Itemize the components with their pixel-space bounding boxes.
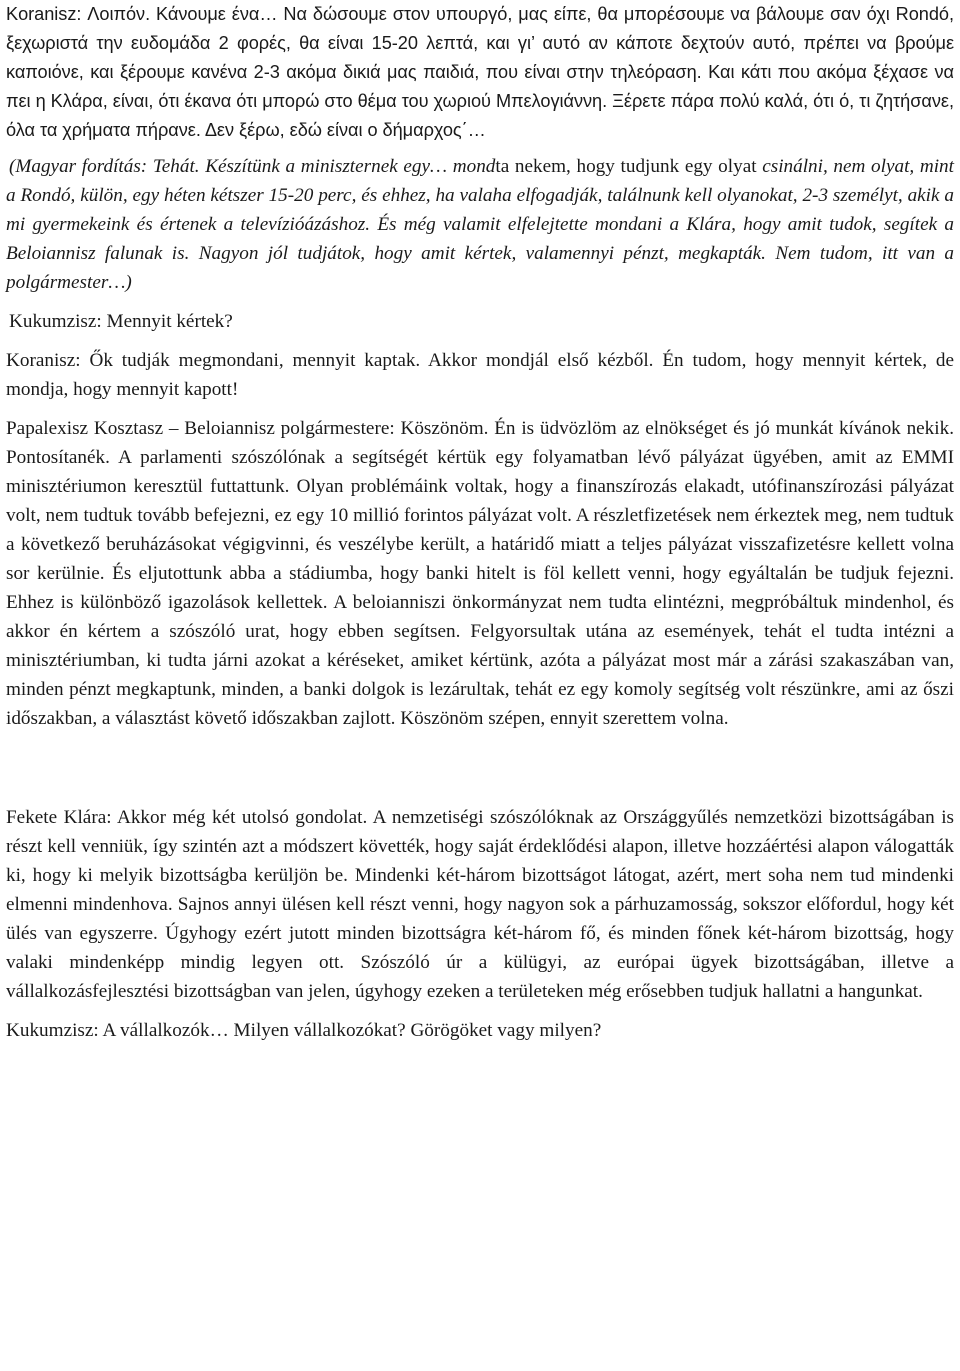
spacer <box>6 404 954 414</box>
fekete-klara-statement-paragraph: Fekete Klára: Akkor még két utolsó gondolat. A nemzetiségi szószólóknak az Országgyűlés nemzetközi bizottságában is részt kell venniük, így szintén azt a módszert követték, hogy saját érdeklődési alapon, illetve hozzáértési alapon válogatták ki, hogy ki melyik bizottságba kerüljön be. Mindenki két-három bizottságot látogat, azért, mert soha nem tud mindenki elmenni mindenhova. Sajnos annyi ülésen kell részt venni, hogy nagyon sok a párhuzamosság, sokszor előfordul, hogy két ülés van egyszerre. Úgyhogy ezért jutott minden bizottságra két-három fő, és minden főnek két-három bizottság, hogy valaki mindenképp mindig legyen ott. Szószóló úr a külügyi, az európai ügyek bizottságában, illetve a vállalkozásfejlesztési bizottságban van jelen, úgyhogy ezeken a területeken még erősebben tudjuk hallatni a hangunkat. <box>6 807 954 1002</box>
spacer <box>6 297 954 307</box>
spacer <box>6 336 954 346</box>
kukumzisz-question-2: Kukumzisz: A vállalkozók… Milyen vállalkozókat? Görögöket vagy milyen? <box>6 1020 602 1041</box>
papalexisz-statement-paragraph: Papalexisz Kosztasz – Beloiannisz polgármestere: Köszönöm. Én is üdvözlöm az elnökséget és jó munkát kívánok nekik. Pontosítanék. A parlamenti szószólónak a segítségét kértük egy folyamatban lévő pályázat ügyében, amit az EMMI minisztériumon keresztül futtattunk. Olyan problémáink voltak, hogy a finanszírozás elakadt, utófinanszírozási pályázat volt, nem tudtuk tovább befejezni, ez egy 10 millió forintos pályázat volt. A részletfizetések nem érkeztek meg, nem tudtuk a következő beruházásokat végigvinni, és veszélybe került, a határidő miatt a teljes pályázat visszafizetésre kellett volna sor kerülnie. És eljutottunk abba a stádiumba, hogy banki hitelt is föl kellett venni, hogy egyáltalán be tudjuk fejezni. Ehhez is különböző igazolások kellettek. A beloianniszi önkormányzat nem tudta elintézni, megpróbáltuk mindenhol, és akkor én kértem a szószóló urat, hogy ebben segítsen. Felgyorsultak utána az események, tehát el tudta intézni a minisztériumban, ki tudta járni azokat a kéréseket, amiket kértünk, azóta a pályázat most már a zárási szakaszában van, minden pénzt megkaptunk, minden, a banki dolgok is lezárultak, tehát ez egy komoly segítség volt részünkre, ami az őszi időszakban, a választást követő időszakban zajlott. Köszönöm szépen, ennyit szerettem volna. <box>6 418 954 729</box>
hungarian-translation-paragraph <box>6 152 954 297</box>
greek-transcript-paragraph: Koranisz: Λοιπόν. Κάνουμε ένα… Να δώσουμε στον υπουργό, μας είπε, θα μπορέσουμε να βάλουμε σαν όχι Rondó, ξεχωριστά την ευδομάδα 2 φορές, θα είναι 15-20 λεπτά, και γι’ αυτό αν κάποτε δεχτούν αυτό, πρέπει να βρούμε καποιόνε, και ξέρουμε κανένα 2-3 ακόμα δικιά μας παιδιά, που είναι στην τηλεόραση. Και κάτι που ακόμα ξέχασε να πει η Κλάρα, είναι, ότι έκανα ότι μπορώ στο θέμα του χωριού Μπελογιάννη. Ξέρετε πάρα πολύ καλά, ότι ό, τι ζητήσανε, όλα τα χρήματα πήρανε. Δεν ξέρω, εδώ είναι ο δήμαρχος΄… <box>6 4 954 140</box>
kukumzisz-question-1: Kukumzisz: Mennyit kértek? <box>9 311 233 332</box>
translation-italic-start: (Magyar fordítás: Tehát. Készítünk a miniszternek egy… mond <box>9 156 496 177</box>
spacer <box>6 145 954 152</box>
translation-upright-part: ta nekem, hogy tudjunk egy olyat <box>495 156 757 177</box>
koranisz-reply-paragraph: Koranisz: Ők tudják megmondani, mennyit kaptak. Akkor mondjál első kézből. Én tudom, hogy mennyit kértek, de mondja, hogy mennyit kapott! <box>6 350 954 400</box>
spacer <box>6 733 954 803</box>
translation-italic-rest: csinálni, nem olyat, mint a Rondó, külön, egy héten kétszer 15-20 perc, és ehhez, ha valaha elfogadják, találnunk kell olyanokat, 2-3 személyt, akik a mi gyermekeink és értenek a televízióázáshoz. És még valamit elfelejtette mondani a Klára, hogy amit tudok, segítek a Beloiannisz falunak is. Nagyon jól tudjátok, hogy amit kértek, valamennyi pénzt, megkapták. Nem tudom, itt van a polgármester…) <box>6 156 954 293</box>
spacer <box>6 1006 954 1016</box>
